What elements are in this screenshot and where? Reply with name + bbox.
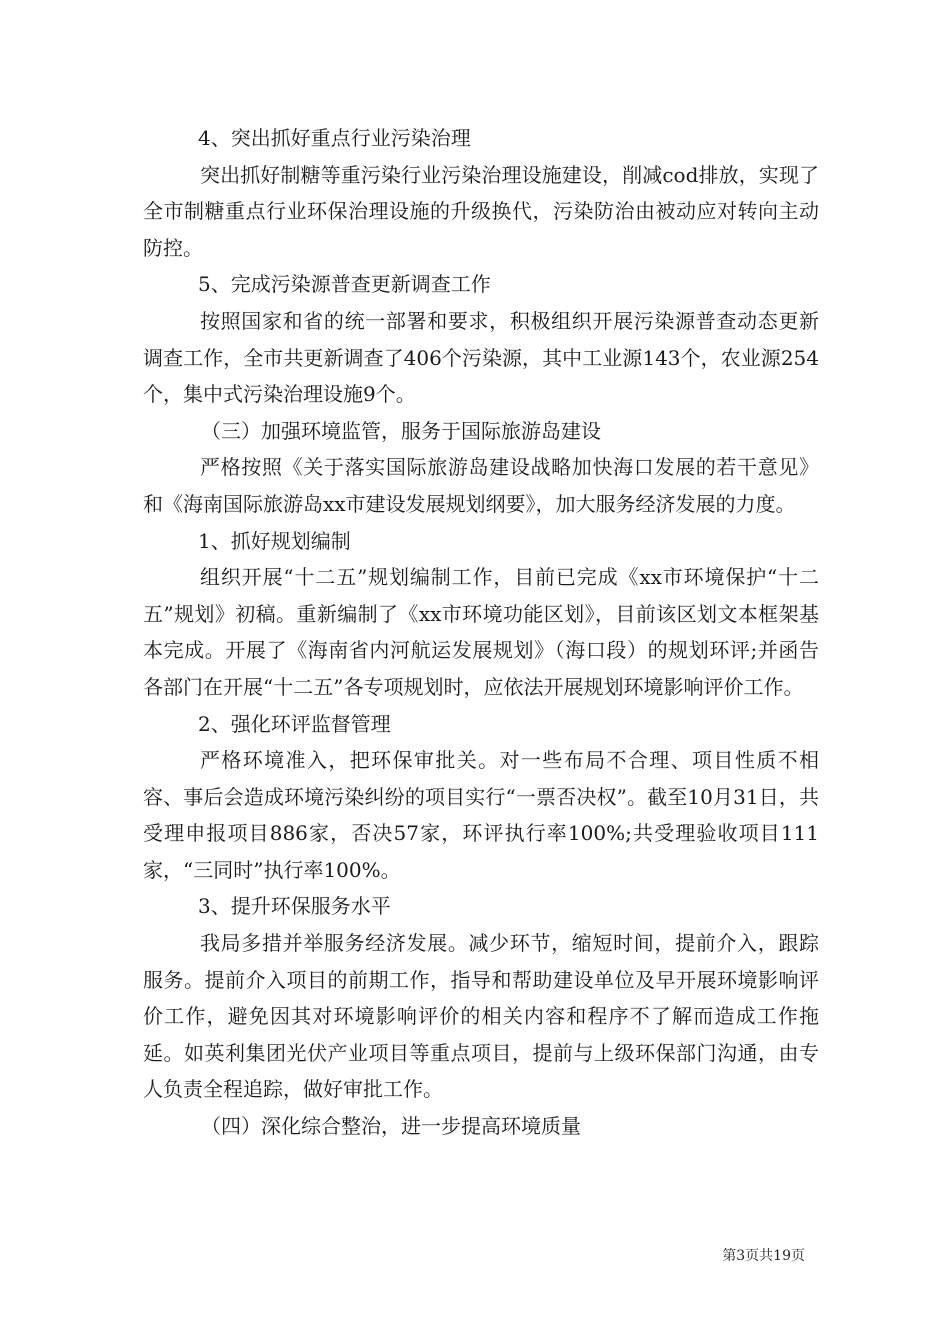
body-paragraph: 严格按照《关于落实国际旅游岛建设战略加快海口发展的若干意见》和《海南国际旅游岛xx市建设发展规划纲要》，加大服务经济发展的力度。 bbox=[143, 455, 819, 516]
body-paragraph: 严格环境准入，把环保审批关。对一些布局不合理、项目性质不相容、事后会造成环境污染纠纷的项目实行“一票否决权”。截至10月31日，共受理申报项目886家，否决57家，环评执行率100%;共受理验收项目111家，“三同时”执行率100%。 bbox=[143, 748, 819, 882]
body-paragraph: 突出抓好制糖等重污染行业污染治理设施建设，削减cod排放，实现了全市制糖重点行业环保治理设施的升级换代，污染防治由被动应对转向主动防控。 bbox=[143, 162, 819, 260]
section-heading: 3、提升环保服务水平 bbox=[198, 894, 391, 919]
section-heading: 2、强化环评监督管理 bbox=[198, 711, 391, 736]
page-number-footer: 第3页共19页 bbox=[722, 1248, 805, 1264]
document-body bbox=[143, 120, 819, 1145]
body-paragraph: 组织开展“十二五”规划编制工作，目前已完成《xx市环境保护“十二五”规划》初稿。重新编制了《xx市环境功能区划》，目前该区划文本框架基本完成。开展了《海南省内河航运发展规划》（海口段）的规划环评;并函告各部门在开展“十二五”各专项规划时，应依法开展规划环境影响评价工作。 bbox=[143, 565, 819, 699]
body-paragraph: 按照国家和省的统一部署和要求，积极组织开展污染源普查动态更新调查工作，全市共更新调查了406个污染源，其中工业源143个，农业源254个，集中式污染治理设施9个。 bbox=[143, 308, 819, 407]
section-heading: 1、抓好规划编制 bbox=[198, 528, 351, 553]
body-paragraph: 我局多措并举服务经济发展。减少环节，缩短时间，提前介入，跟踪服务。提前介入项目的前期工作，指导和帮助建设单位及早开展环境影响评价工作，避免因其对环境影响评价的相关内容和程序不了解而造成工作拖延。如英利集团光伏产业项目等重点项目，提前与上级环保部门沟通，由专人负责全程追踪，做好审批工作。 bbox=[143, 931, 819, 1102]
subsection-heading: （三）加强环境监管，服务于国际旅游岛建设 bbox=[201, 418, 601, 443]
subsection-heading: （四）深化综合整治，进一步提高环境质量 bbox=[201, 1114, 581, 1139]
section-heading: 5、完成污染源普查更新调查工作 bbox=[198, 272, 491, 297]
section-heading: 4、突出抓好重点行业污染治理 bbox=[198, 126, 471, 150]
